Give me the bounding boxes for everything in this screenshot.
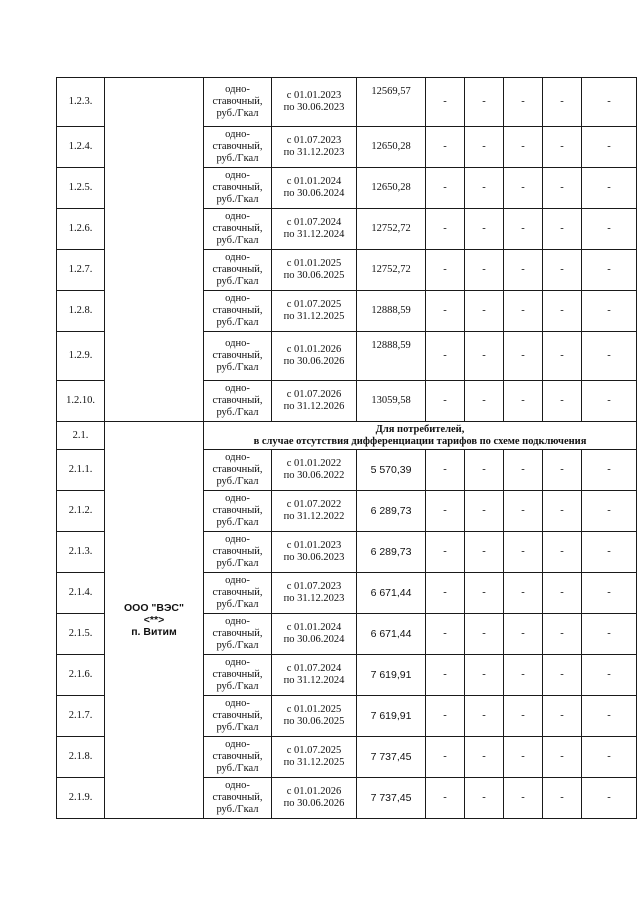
period-cell [272,291,357,332]
period-to: по 31.12.2026 [283,401,345,412]
period-cell [272,614,357,655]
consumer-group-heading-line: Для потребителей, [375,423,465,435]
empty-value-dash: - [426,250,465,291]
empty-value-dash: - [504,696,543,737]
row-number: 1.2.5. [57,168,105,209]
empty-value-dash: - [426,381,465,422]
tariff-type-cell [204,291,272,332]
empty-value-dash: - [504,655,543,696]
table-row [57,78,637,127]
tariff-type-cell [204,573,272,614]
row-number: 2.1.9. [57,778,105,819]
tariff-type-line: одно- [225,211,250,222]
empty-value-dash: - [465,168,504,209]
period-to: по 30.06.2023 [283,102,345,113]
empty-value-dash: - [543,127,582,168]
empty-value-dash: - [465,532,504,573]
period-to: по 31.12.2025 [283,311,345,322]
period-cell [272,737,357,778]
period-from: с 01.07.2024 [286,663,342,674]
tariff-type-line: одно- [225,657,250,668]
organization-name [105,422,204,819]
tariff-type-line: одно- [225,575,250,586]
empty-value-dash: - [426,573,465,614]
tariff-type-line: одно- [225,293,250,304]
period-from: с 01.01.2025 [286,704,342,715]
period-from: с 01.07.2023 [286,581,342,592]
tariff-type-line: одно- [225,534,250,545]
tariff-type-line: одно- [225,383,250,394]
empty-value-dash: - [504,381,543,422]
period-from: с 01.01.2026 [286,786,342,797]
empty-value-dash: - [582,778,637,819]
empty-value-dash: - [426,491,465,532]
empty-value-dash: - [543,655,582,696]
tariff-type-line: ставочный, [212,223,263,234]
period-from: с 01.01.2022 [286,458,342,469]
tariff-type-line: руб./Гкал [216,558,259,569]
period-cell [272,696,357,737]
tariff-type-cell [204,491,272,532]
tariff-type-line: руб./Гкал [216,153,259,164]
period-cell [272,209,357,250]
period-from: с 01.01.2024 [286,622,342,633]
organization-name-line: п. Витим [131,626,177,638]
period-cell [272,250,357,291]
period-from: с 01.07.2025 [286,745,342,756]
empty-value-dash: - [543,209,582,250]
row-number: 2.1.5. [57,614,105,655]
period-cell [272,532,357,573]
empty-value-dash: - [465,381,504,422]
tariff-type-cell [204,450,272,491]
empty-value-dash: - [543,778,582,819]
empty-value-dash: - [426,778,465,819]
tariff-type-cell [204,614,272,655]
row-number: 2.1.4. [57,573,105,614]
period-cell [272,450,357,491]
tariff-type-line: одно- [225,698,250,709]
row-number: 2.1.1. [57,450,105,491]
tariff-type-line: одно- [225,493,250,504]
empty-value-dash: - [582,168,637,209]
empty-value-dash: - [465,737,504,778]
tariff-value: 7 737,45 [357,778,426,819]
tariff-type-line: одно- [225,129,250,140]
period-cell [272,168,357,209]
period-to: по 31.12.2022 [283,511,345,522]
empty-value-dash: - [582,696,637,737]
empty-value-dash: - [543,250,582,291]
tariff-type-line: ставочный, [212,395,263,406]
tariff-type-cell [204,168,272,209]
empty-value-dash: - [465,573,504,614]
empty-value-dash: - [582,291,637,332]
period-cell [272,332,357,381]
period-from: с 01.01.2023 [286,90,342,101]
tariff-type-line: ставочный, [212,264,263,275]
empty-value-dash: - [543,573,582,614]
tariff-value: 12752,72 [357,250,426,291]
empty-value-dash: - [426,450,465,491]
empty-value-dash: - [465,491,504,532]
tariff-type-line: руб./Гкал [216,362,259,373]
tariff-type-cell [204,778,272,819]
empty-value-dash: - [504,168,543,209]
tariff-value: 12888,59 [357,332,426,381]
organization-cell-empty [105,78,204,422]
tariff-value: 12650,28 [357,168,426,209]
empty-value-dash: - [504,778,543,819]
empty-value-dash: - [426,737,465,778]
tariff-type-line: ставочный, [212,141,263,152]
row-number: 2.1.6. [57,655,105,696]
empty-value-dash: - [504,291,543,332]
tariff-value: 6 289,73 [357,532,426,573]
period-to: по 31.12.2024 [283,675,345,686]
empty-value-dash: - [465,291,504,332]
empty-value-dash: - [504,573,543,614]
empty-value-dash: - [465,778,504,819]
empty-value-dash: - [582,532,637,573]
period-to: по 30.06.2023 [283,552,345,563]
tariff-type-cell [204,332,272,381]
tariff-type-line: одно- [225,338,250,349]
tariff-value: 7 737,45 [357,737,426,778]
empty-value-dash: - [582,450,637,491]
period-from: с 01.07.2022 [286,499,342,510]
period-to: по 30.06.2022 [283,470,345,481]
tariff-type-line: ставочный, [212,669,263,680]
tariff-value: 7 619,91 [357,655,426,696]
period-to: по 30.06.2025 [283,270,345,281]
tariff-type-line: одно- [225,452,250,463]
period-to: по 31.12.2025 [283,757,345,768]
empty-value-dash: - [582,381,637,422]
period-from: с 01.07.2023 [286,135,342,146]
empty-value-dash: - [582,737,637,778]
period-from: с 01.07.2025 [286,299,342,310]
tariff-type-line: руб./Гкал [216,194,259,205]
empty-value-dash: - [465,655,504,696]
empty-value-dash: - [582,614,637,655]
empty-value-dash: - [582,491,637,532]
empty-value-dash: - [426,655,465,696]
empty-value-dash: - [582,127,637,168]
row-number: 1.2.7. [57,250,105,291]
tariff-type-line: руб./Гкал [216,108,259,119]
tariff-type-line: ставочный, [212,182,263,193]
row-number: 1.2.8. [57,291,105,332]
period-cell [272,778,357,819]
empty-value-dash: - [465,127,504,168]
tariff-value: 12650,28 [357,127,426,168]
row-number: 1.2.9. [57,332,105,381]
period-to: по 30.06.2024 [283,634,345,645]
tariff-type-line: руб./Гкал [216,681,259,692]
tariff-value: 12888,59 [357,291,426,332]
empty-value-dash: - [543,332,582,381]
period-from: с 01.01.2026 [286,344,342,355]
tariff-type-line: руб./Гкал [216,722,259,733]
row-number: 1.2.4. [57,127,105,168]
tariff-type-cell [204,532,272,573]
empty-value-dash: - [426,127,465,168]
period-cell [272,655,357,696]
empty-value-dash: - [465,250,504,291]
tariff-type-line: ставочный, [212,546,263,557]
period-cell [272,573,357,614]
row-number: 2.1.2. [57,491,105,532]
tariff-type-cell [204,696,272,737]
tariff-type-line: руб./Гкал [216,763,259,774]
tariff-value: 7 619,91 [357,696,426,737]
empty-value-dash: - [465,450,504,491]
empty-value-dash: - [426,532,465,573]
empty-value-dash: - [582,655,637,696]
tariff-type-line: руб./Гкал [216,276,259,287]
tariff-type-line: одно- [225,170,250,181]
empty-value-dash: - [426,291,465,332]
period-to: по 30.06.2025 [283,716,345,727]
empty-value-dash: - [543,491,582,532]
tariff-type-line: руб./Гкал [216,640,259,651]
period-cell [272,491,357,532]
empty-value-dash: - [426,332,465,381]
tariff-type-line: руб./Гкал [216,235,259,246]
tariff-type-line: одно- [225,780,250,791]
tariff-type-line: одно- [225,84,250,95]
period-from: с 01.07.2026 [286,389,342,400]
empty-value-dash: - [465,614,504,655]
tariff-value: 5 570,39 [357,450,426,491]
tariff-value: 12569,57 [357,78,426,127]
tariff-type-line: руб./Гкал [216,804,259,815]
tariff-type-line: ставочный, [212,464,263,475]
row-number: 2.1.3. [57,532,105,573]
empty-value-dash: - [504,737,543,778]
organization-name-line: <**> [143,614,165,626]
empty-value-dash: - [543,532,582,573]
empty-value-dash: - [582,250,637,291]
period-cell [272,127,357,168]
tariff-type-line: ставочный, [212,505,263,516]
tariff-type-line: руб./Гкал [216,599,259,610]
empty-value-dash: - [465,209,504,250]
empty-value-dash: - [543,381,582,422]
empty-value-dash: - [543,78,582,127]
tariff-type-line: одно- [225,252,250,263]
period-to: по 30.06.2024 [283,188,345,199]
tariff-type-cell [204,127,272,168]
tariff-type-cell [204,737,272,778]
tariff-type-line: ставочный, [212,96,263,107]
row-number: 1.2.6. [57,209,105,250]
period-to: по 30.06.2026 [283,798,345,809]
period-from: с 01.07.2024 [286,217,342,228]
tariff-type-line: руб./Гкал [216,517,259,528]
row-number: 2.1. [57,422,105,450]
empty-value-dash: - [504,532,543,573]
period-from: с 01.01.2023 [286,540,342,551]
empty-value-dash: - [426,614,465,655]
tariff-type-cell [204,78,272,127]
empty-value-dash: - [504,78,543,127]
group-heading-row [57,422,637,450]
empty-value-dash: - [504,614,543,655]
tariff-type-line: ставочный, [212,628,263,639]
empty-value-dash: - [504,250,543,291]
tariff-type-line: ставочный, [212,587,263,598]
empty-value-dash: - [543,737,582,778]
tariff-value: 13059,58 [357,381,426,422]
empty-value-dash: - [543,614,582,655]
empty-value-dash: - [543,291,582,332]
empty-value-dash: - [543,168,582,209]
tariff-type-line: ставочный, [212,710,263,721]
empty-value-dash: - [504,450,543,491]
organization-name-line: ООО "ВЭС" [123,602,184,614]
empty-value-dash: - [504,127,543,168]
period-cell [272,78,357,127]
empty-value-dash: - [582,78,637,127]
empty-value-dash: - [582,209,637,250]
tariff-type-cell [204,250,272,291]
empty-value-dash: - [426,78,465,127]
tariff-type-cell [204,381,272,422]
empty-value-dash: - [465,332,504,381]
tariff-type-line: одно- [225,739,250,750]
row-number: 1.2.3. [57,78,105,127]
tariff-type-line: одно- [225,616,250,627]
tariff-type-line: руб./Гкал [216,407,259,418]
period-from: с 01.01.2024 [286,176,342,187]
tariff-value: 6 671,44 [357,614,426,655]
tariff-value: 12752,72 [357,209,426,250]
tariff-type-cell [204,209,272,250]
empty-value-dash: - [426,696,465,737]
period-to: по 31.12.2023 [283,593,345,604]
empty-value-dash: - [504,491,543,532]
tariff-type-cell [204,655,272,696]
period-to: по 30.06.2026 [283,356,345,367]
period-from: с 01.01.2025 [286,258,342,269]
row-number: 1.2.10. [57,381,105,422]
empty-value-dash: - [504,209,543,250]
row-number: 2.1.8. [57,737,105,778]
empty-value-dash: - [426,209,465,250]
empty-value-dash: - [504,332,543,381]
tariff-type-line: руб./Гкал [216,317,259,328]
empty-value-dash: - [543,696,582,737]
period-to: по 31.12.2023 [283,147,345,158]
tariff-type-line: ставочный, [212,350,263,361]
empty-value-dash: - [543,450,582,491]
consumer-group-heading-line: в случае отсутствия дифференциации тарифов по схеме подключения [253,435,587,447]
empty-value-dash: - [465,78,504,127]
period-cell [272,381,357,422]
tariff-type-line: руб./Гкал [216,476,259,487]
period-to: по 31.12.2024 [283,229,345,240]
tariff-type-line: ставочный, [212,751,263,762]
empty-value-dash: - [582,332,637,381]
tariff-value: 6 671,44 [357,573,426,614]
tariff-value: 6 289,73 [357,491,426,532]
tariff-type-line: ставочный, [212,305,263,316]
empty-value-dash: - [465,696,504,737]
tariff-type-line: ставочный, [212,792,263,803]
row-number: 2.1.7. [57,696,105,737]
tariff-table [56,77,637,819]
consumer-group-heading [204,422,637,450]
empty-value-dash: - [426,168,465,209]
empty-value-dash: - [582,573,637,614]
